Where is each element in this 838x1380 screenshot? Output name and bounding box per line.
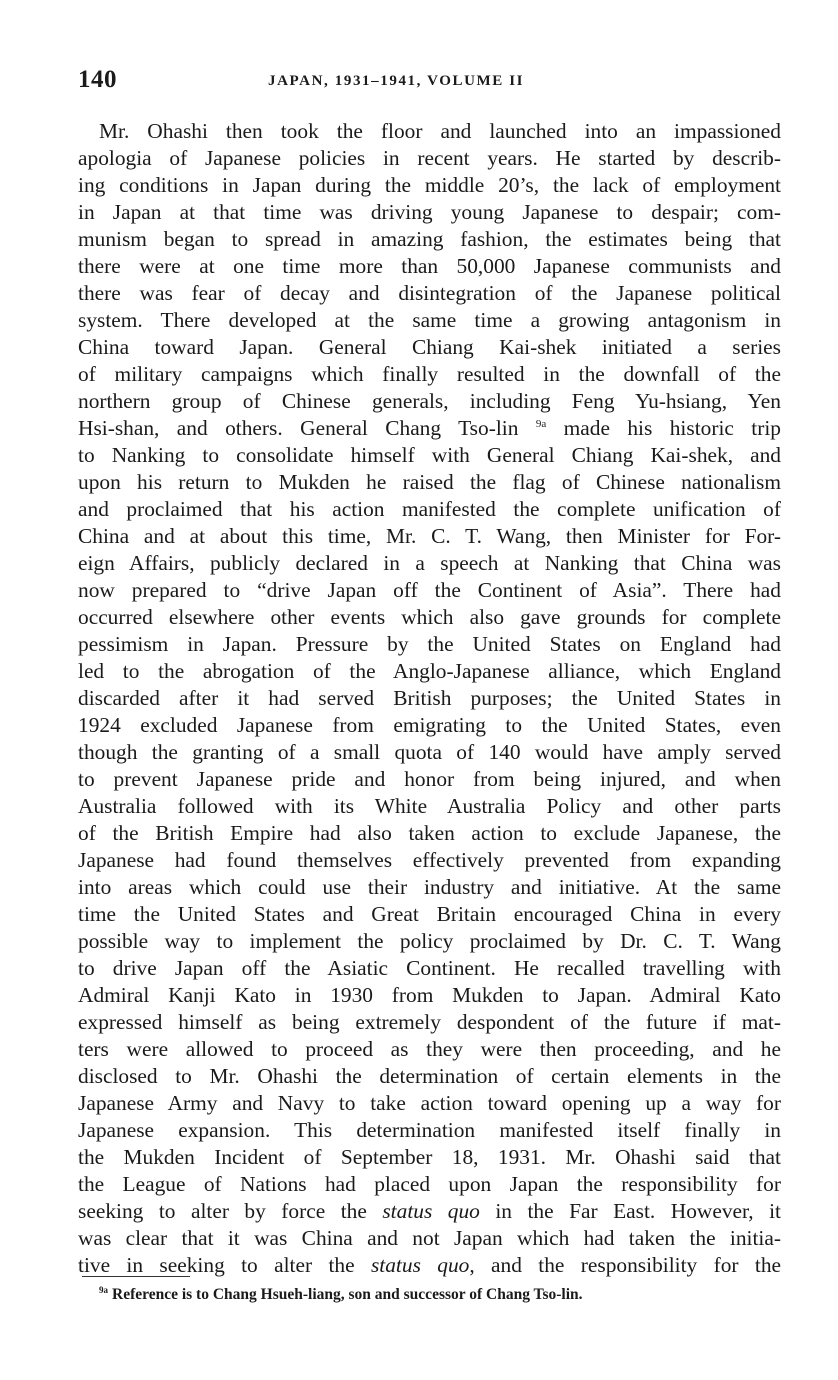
- text-line: to Nanking to consolidate himself with General Chiang Kai-shek, and: [78, 443, 781, 467]
- italic-phrase: status quo: [382, 1199, 480, 1223]
- footnote-mark: 9a: [99, 1284, 108, 1295]
- text-line: there was fear of decay and disintegration of the Japanese political: [78, 281, 781, 305]
- text-line: of the British Empire had also taken action to exclude Japanese, the: [78, 821, 781, 845]
- running-head: JAPAN, 1931–1941, VOLUME II: [268, 73, 525, 89]
- text-line: ing conditions in Japan during the middle 20’s, the lack of employment: [78, 173, 781, 197]
- text-line: occurred elsewhere other events which also gave grounds for complete: [78, 605, 781, 629]
- text-segment: , and the responsibility for the: [469, 1253, 782, 1277]
- text-line: the Mukden Incident of September 18, 1931. Mr. Ohashi said that: [78, 1145, 781, 1169]
- text-line-with-italic: [78, 1198, 781, 1225]
- text-line: to prevent Japanese pride and honor from being injured, and when: [78, 767, 781, 791]
- text-line: 1924 excluded Japanese from emigrating to the United States, even: [78, 713, 781, 737]
- text-line: in Japan at that time was driving young Japanese to despair; com-: [78, 200, 781, 224]
- text-line: there were at one time more than 50,000 Japanese communists and: [78, 254, 781, 278]
- italic-phrase: status quo: [370, 1253, 470, 1277]
- text-segment: made his historic trip: [546, 416, 782, 440]
- text-line: China toward Japan. General Chiang Kai-shek initiated a series: [78, 335, 781, 359]
- page-header: [78, 66, 780, 96]
- text-line: disclosed to Mr. Ohashi the determination of certain elements in the: [78, 1064, 781, 1088]
- text-segment: seeking to alter by force the: [78, 1199, 367, 1223]
- text-line: expressed himself as being extremely despondent of the future if mat-: [78, 1010, 781, 1034]
- footnote-text: Reference is to Chang Hsueh-liang, son and successor of Chang Tso-lin.: [112, 1286, 583, 1303]
- text-line: and proclaimed that his action manifested the complete unification of: [78, 497, 781, 521]
- footnote-divider: [82, 1276, 190, 1277]
- text-segment: in the Far East. However, it: [479, 1199, 782, 1223]
- text-line: Japanese had found themselves effectively prevented from expanding: [78, 848, 781, 872]
- text-line: Japanese Army and Navy to take action toward opening up a way for: [78, 1091, 781, 1115]
- page-number: 140: [78, 66, 117, 93]
- text-line: pessimism in Japan. Pressure by the United States on England had: [78, 632, 781, 656]
- text-line: to drive Japan off the Asiatic Continent. He recalled travelling with: [78, 956, 781, 980]
- text-line-with-italic: [78, 1252, 781, 1279]
- footnote-reference: 9a: [535, 417, 547, 430]
- text-line: apologia of Japanese policies in recent years. He started by describ-: [78, 146, 781, 170]
- text-line: upon his return to Mukden he raised the flag of Chinese nationalism: [78, 470, 781, 494]
- text-line: discarded after it had served British purposes; the United States in: [78, 686, 781, 710]
- text-line-with-footnote-ref: [78, 415, 781, 442]
- text-segment: tive in seeking to alter the: [78, 1253, 355, 1277]
- text-line: munism began to spread in amazing fashion, the estimates being that: [78, 227, 781, 251]
- text-line: of military campaigns which finally resulted in the downfall of the: [78, 362, 781, 386]
- text-line: led to the abrogation of the Anglo-Japanese alliance, which England: [78, 659, 781, 683]
- text-line: system. There developed at the same time a growing antagonism in: [78, 308, 781, 332]
- text-line: eign Affairs, publicly declared in a speech at Nanking that China was: [78, 551, 781, 575]
- text-line: China and at about this time, Mr. C. T. Wang, then Minister for For-: [78, 524, 781, 548]
- text-line: ters were allowed to proceed as they were then proceeding, and he: [78, 1037, 781, 1061]
- text-line: northern group of Chinese generals, including Feng Yu-hsiang, Yen: [78, 389, 781, 413]
- body-paragraph: [78, 118, 781, 1279]
- footnote: [99, 1284, 789, 1306]
- text-segment: Hsi-shan, and others. General Chang Tso-lin: [78, 416, 519, 440]
- text-line: into areas which could use their industry and initiative. At the same: [78, 875, 781, 899]
- text-line: Admiral Kanji Kato in 1930 from Mukden to Japan. Admiral Kato: [78, 983, 781, 1007]
- text-line: Japanese expansion. This determination manifested itself finally in: [78, 1118, 781, 1142]
- text-line: Mr. Ohashi then took the floor and launched into an impassioned: [99, 119, 781, 143]
- text-line: was clear that it was China and not Japan which had taken the initia-: [78, 1226, 781, 1250]
- text-line: the League of Nations had placed upon Japan the responsibility for: [78, 1172, 781, 1196]
- text-line: Australia followed with its White Australia Policy and other parts: [78, 794, 781, 818]
- text-line: though the granting of a small quota of 140 would have amply served: [78, 740, 781, 764]
- text-line: possible way to implement the policy proclaimed by Dr. C. T. Wang: [78, 929, 781, 953]
- text-line: now prepared to “drive Japan off the Continent of Asia”. There had: [78, 578, 781, 602]
- text-line: time the United States and Great Britain encouraged China in every: [78, 902, 781, 926]
